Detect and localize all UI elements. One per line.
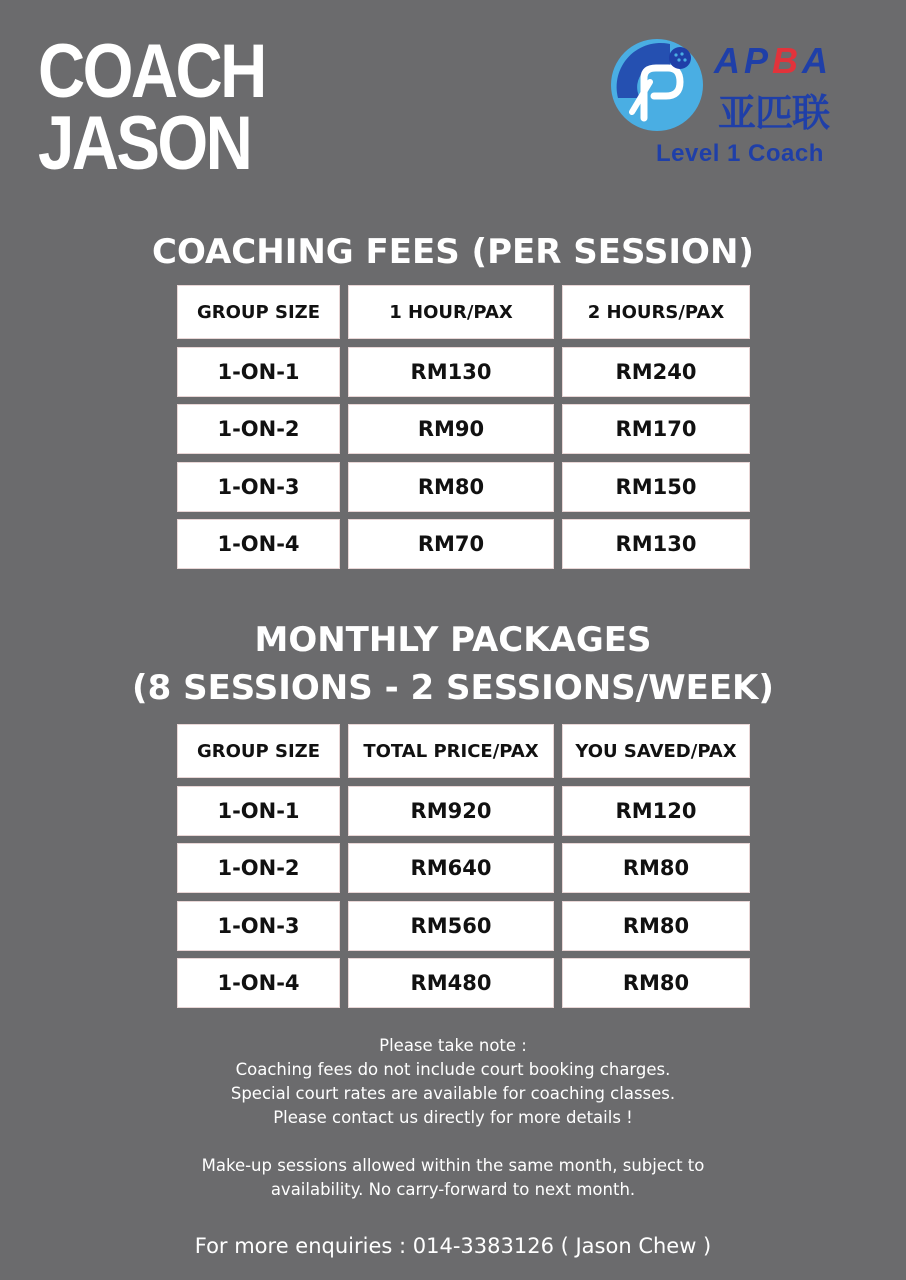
table-header-cell: GROUP SIZE (177, 285, 340, 339)
apba-logo-chinese: 亚匹联 (718, 91, 830, 135)
fees-title: COACHING FEES (PER SESSION) (152, 232, 754, 272)
table-header-cell: GROUP SIZE (177, 724, 340, 778)
table-cell: RM640 (348, 843, 554, 893)
note-line: Coaching fees do not include court booking charges. (235, 1060, 671, 1079)
apba-logo (610, 38, 870, 178)
packages-title-line2: (8 SESSIONS - 2 SESSIONS/WEEK) (132, 668, 774, 708)
table-cell: RM130 (562, 519, 750, 569)
coach-name-title (38, 29, 265, 186)
table-cell: RM130 (348, 347, 554, 397)
note-line: Make-up sessions allowed within the same month, subject to (201, 1156, 705, 1175)
table-cell: 1-ON-2 (177, 404, 340, 454)
level-badge: Level 1 Coach (656, 140, 824, 167)
table-cell: RM80 (562, 843, 750, 893)
table-cell: 1-ON-3 (177, 901, 340, 951)
notes-block (0, 1034, 906, 1202)
table-cell: RM70 (348, 519, 554, 569)
note-line: Please take note : (379, 1036, 527, 1055)
coach-name-line1: COACH (38, 29, 265, 114)
logo-text-red: B (772, 40, 803, 81)
table-header-cell: 1 HOUR/PAX (348, 285, 554, 339)
apba-logo-text (714, 40, 832, 82)
table-cell: RM80 (562, 958, 750, 1008)
table-cell: RM80 (562, 901, 750, 951)
table-cell: 1-ON-1 (177, 786, 340, 836)
table-header-cell: TOTAL PRICE/PAX (348, 724, 554, 778)
coach-name-line2: JASON (38, 101, 251, 186)
table-cell: RM170 (562, 404, 750, 454)
note-line: availability. No carry-forward to next month. (270, 1180, 636, 1199)
table-cell: 1-ON-4 (177, 519, 340, 569)
table-cell: 1-ON-2 (177, 843, 340, 893)
table-cell: 1-ON-3 (177, 462, 340, 512)
table-cell: RM480 (348, 958, 554, 1008)
table-cell: RM920 (348, 786, 554, 836)
table-cell: RM80 (348, 462, 554, 512)
table-cell: RM150 (562, 462, 750, 512)
table-header-cell: YOU SAVED/PAX (562, 724, 750, 778)
packages-title-line1: MONTHLY PACKAGES (254, 620, 652, 660)
table-cell: 1-ON-4 (177, 958, 340, 1008)
logo-text-part2: A (802, 40, 833, 81)
note-line: Please contact us directly for more details ! (273, 1108, 633, 1127)
apba-emblem-icon (610, 38, 704, 132)
enquiry-contact: For more enquiries : 014-3383126 ( Jason Chew ) (194, 1234, 712, 1258)
table-cell: RM90 (348, 404, 554, 454)
table-cell: RM560 (348, 901, 554, 951)
table-header-cell: 2 HOURS/PAX (562, 285, 750, 339)
table-cell: RM240 (562, 347, 750, 397)
table-cell: RM120 (562, 786, 750, 836)
note-line: Special court rates are available for coaching classes. (230, 1084, 676, 1103)
table-cell: 1-ON-1 (177, 347, 340, 397)
logo-text-part1: AP (714, 40, 773, 81)
